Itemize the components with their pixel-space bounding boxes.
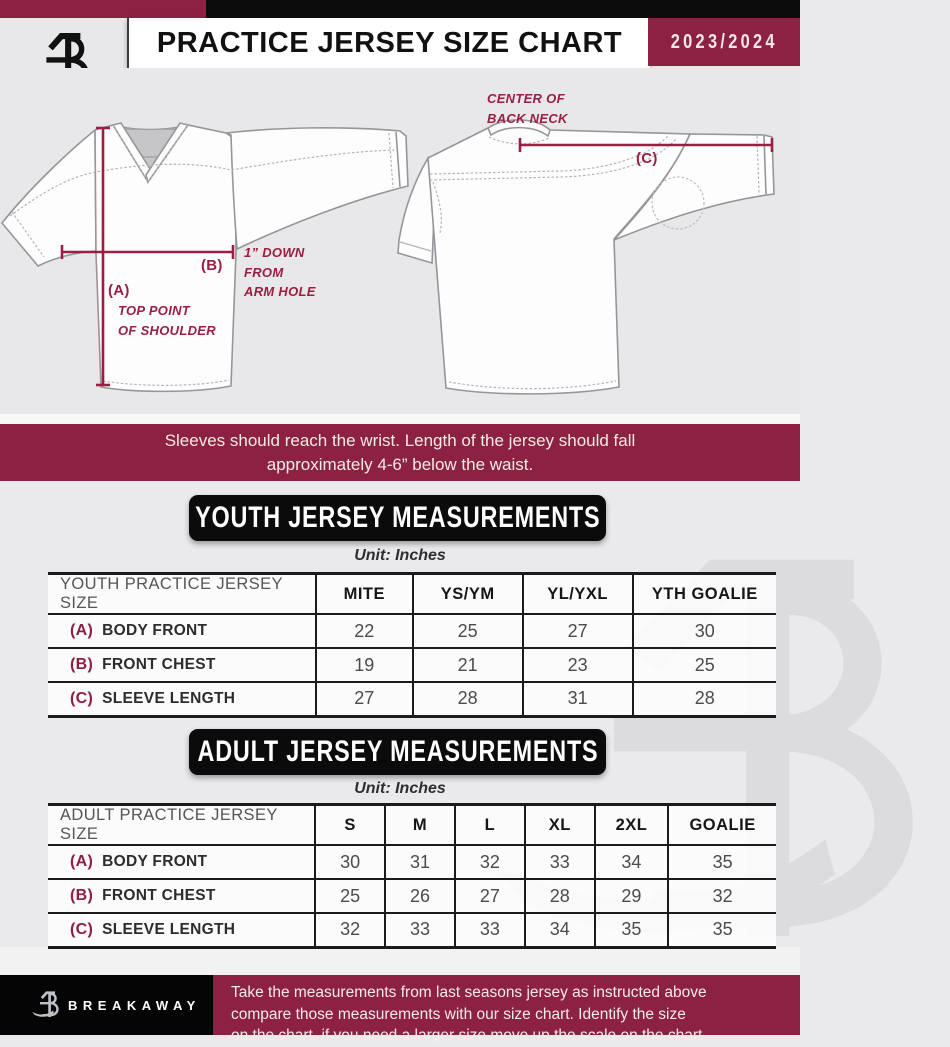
table-row (48, 648, 776, 682)
cell: 34 (525, 913, 595, 947)
cell: 32 (315, 913, 385, 947)
table-row (48, 682, 776, 716)
back-jersey-drawing (398, 120, 774, 394)
cell: 27 (316, 682, 413, 716)
label-c: (C) (636, 150, 658, 167)
footer-brand-block (0, 975, 213, 1035)
row-label: (C) SLEEVE LENGTH (48, 913, 315, 947)
youth-col-ysym: YS/YM (413, 574, 523, 615)
table-row (48, 913, 776, 947)
adult-col-goalie: GOALIE (668, 805, 776, 846)
cell: 33 (455, 913, 525, 947)
adult-col-m: M (385, 805, 455, 846)
table-row (48, 614, 776, 648)
cell: 27 (455, 879, 525, 913)
brand-name: BREAKAWAY (68, 997, 201, 1013)
cell: 31 (523, 682, 633, 716)
adult-section-title: ADULT JERSEY MEASUREMENTS (197, 735, 598, 768)
adult-section-title-bar (189, 729, 606, 775)
cell: 29 (595, 879, 669, 913)
youth-unit-label: Unit: Inches (354, 547, 446, 564)
footer-line-1: Take the measurements from last seasons jersey as instructed above (231, 984, 707, 1001)
row-label: (B) FRONT CHEST (48, 879, 315, 913)
note-top-point-of-shoulder: TOP POINT OF SHOULDER (118, 303, 216, 338)
youth-col-goalie: YTH GOALIE (633, 574, 776, 615)
cell: 26 (385, 879, 455, 913)
cell: 25 (633, 648, 776, 682)
row-label: (A) BODY FRONT (48, 845, 315, 879)
cell: 35 (668, 845, 776, 879)
cell: 22 (316, 614, 413, 648)
note-down-from-arm-hole: 1” DOWN FROM ARM HOLE (244, 245, 316, 299)
cell: 34 (595, 845, 669, 879)
adult-size-table (48, 803, 776, 949)
row-label: (A) BODY FRONT (48, 614, 316, 648)
cell: 23 (523, 648, 633, 682)
cell: 19 (316, 648, 413, 682)
cell: 33 (385, 913, 455, 947)
label-a: (A) (108, 282, 130, 299)
fit-note-banner (0, 424, 800, 481)
cell: 28 (525, 879, 595, 913)
youth-header-row (48, 574, 776, 615)
adult-col-size: ADULT PRACTICE JERSEY SIZE (48, 805, 315, 846)
divider-strip (0, 414, 800, 424)
youth-size-table (48, 572, 776, 718)
youth-col-ylyxl: YL/YXL (523, 574, 633, 615)
jersey-diagrams (0, 90, 800, 420)
cell: 30 (633, 614, 776, 648)
banner-line-2: approximately 4-6” below the waist. (266, 455, 534, 474)
adult-col-l: L (455, 805, 525, 846)
cell: 30 (315, 845, 385, 879)
youth-section-title-bar (189, 495, 606, 541)
footer-line-3: on the chart, if you need a larger size move up the scale on the chart (231, 1027, 703, 1044)
footer-line-2: compare those measurements with our size chart. Identify the size (231, 1005, 686, 1023)
cell: 35 (595, 913, 669, 947)
adult-col-2xl: 2XL (595, 805, 669, 846)
footer-instructions (213, 975, 800, 1044)
youth-col-mite: MITE (316, 574, 413, 615)
page-title-box (127, 18, 650, 68)
top-bar-maroon (0, 0, 206, 19)
youth-section-title: YOUTH JERSEY MEASUREMENTS (194, 501, 601, 534)
row-label: (C) SLEEVE LENGTH (48, 682, 316, 716)
adult-col-xl: XL (525, 805, 595, 846)
cell: 35 (668, 913, 776, 947)
banner-line-1: Sleeves should reach the wrist. Length of the jersey should fall (164, 431, 636, 450)
row-label: (B) FRONT CHEST (48, 648, 316, 682)
cell: 27 (523, 614, 633, 648)
season-badge (648, 18, 800, 66)
cell: 25 (315, 879, 385, 913)
cell: 21 (413, 648, 523, 682)
cell: 25 (413, 614, 523, 648)
adult-unit-label: Unit: Inches (354, 780, 446, 797)
note-center-of-back-neck: CENTER OF BACK NECK (487, 91, 568, 126)
page-title: PRACTICE JERSEY SIZE CHART (156, 26, 623, 59)
table-row (48, 879, 776, 913)
cell: 32 (668, 879, 776, 913)
cell: 33 (525, 845, 595, 879)
season-label: 2023/2024 (670, 30, 778, 53)
adult-col-s: S (315, 805, 385, 846)
adult-header-row (48, 805, 776, 846)
breakaway-b-logo-icon (31, 986, 61, 1024)
table-row (48, 845, 776, 879)
cell: 28 (413, 682, 523, 716)
youth-col-size: YOUTH PRACTICE JERSEY SIZE (48, 574, 316, 615)
cell: 28 (633, 682, 776, 716)
label-b: (B) (201, 257, 223, 274)
cell: 31 (385, 845, 455, 879)
cell: 32 (455, 845, 525, 879)
